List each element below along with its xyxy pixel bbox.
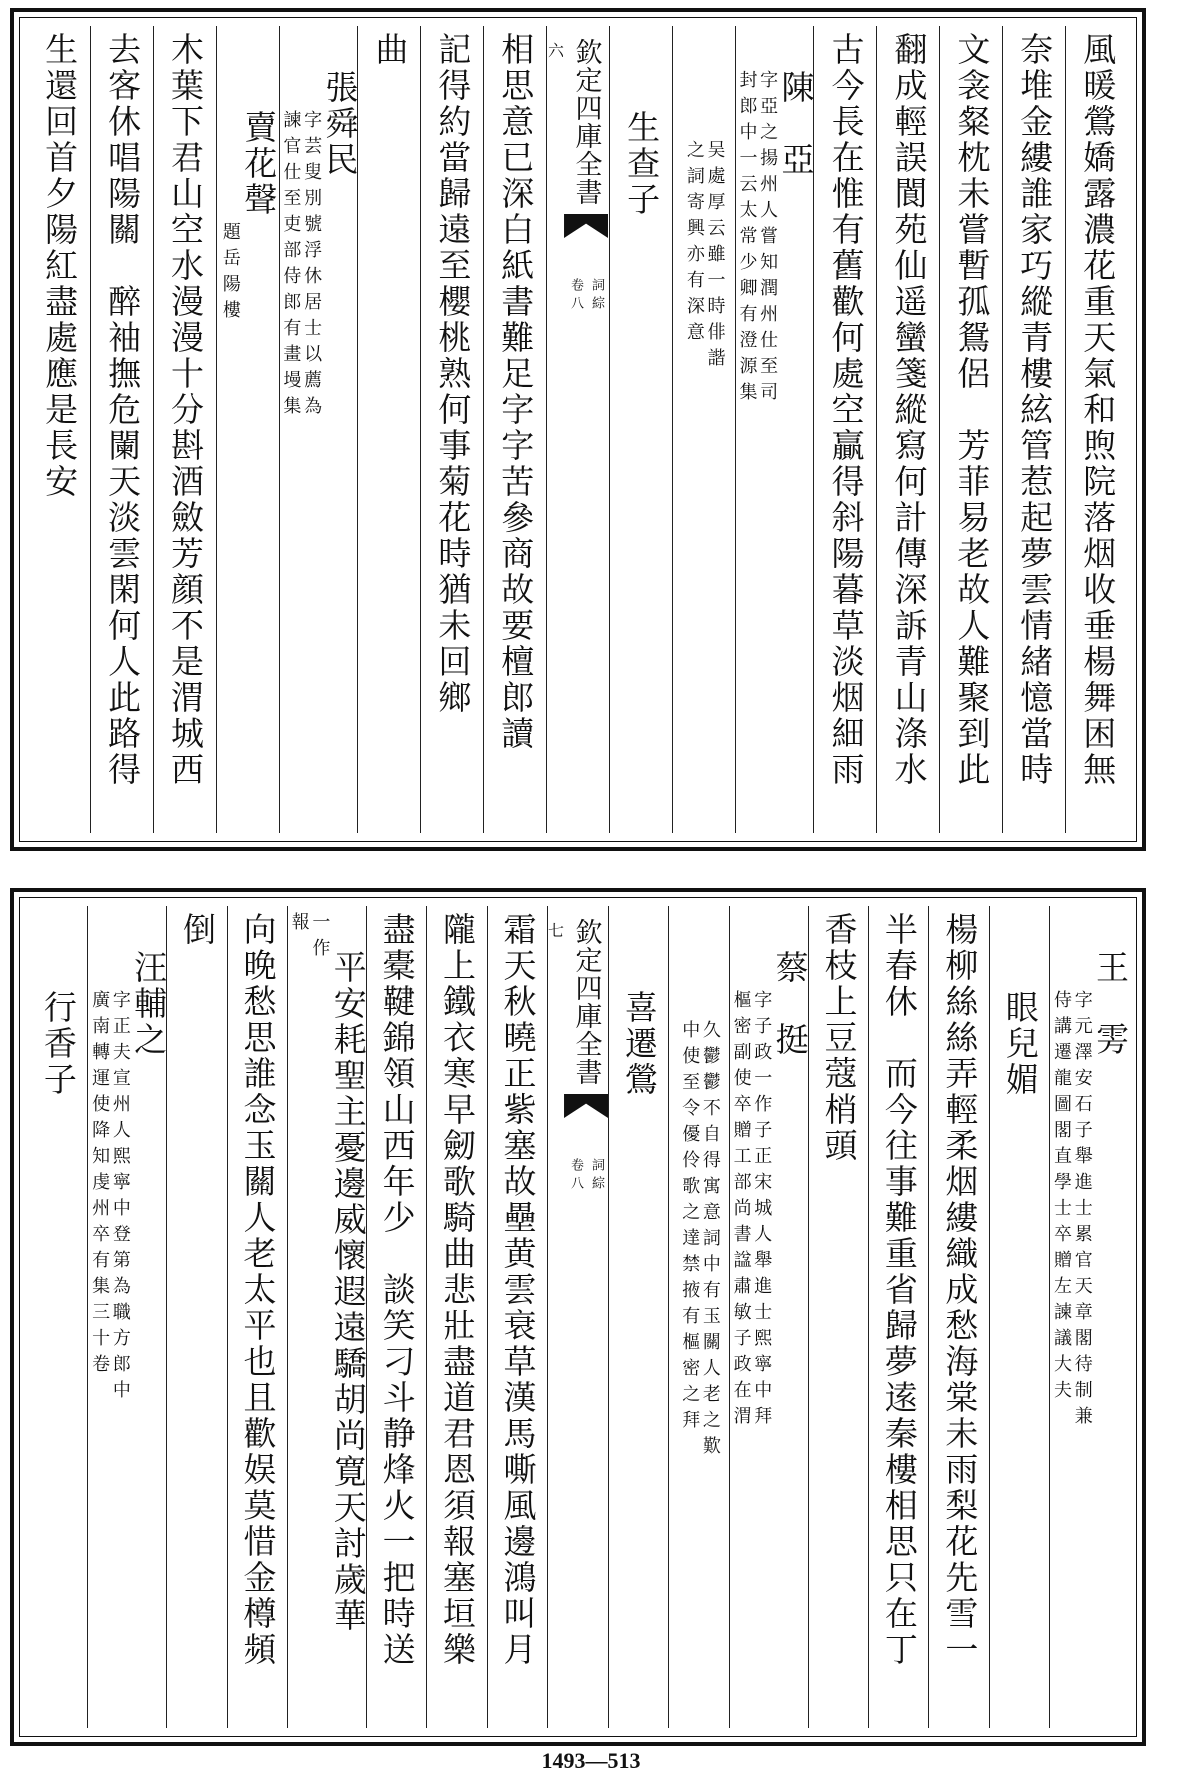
author-note: 侍講遷龍圖閣直學士卒贈左諫議大夫: [1051, 990, 1073, 1406]
tune-title: [608, 906, 668, 1728]
poem-line: [28, 26, 90, 833]
poem-line: [420, 26, 483, 833]
author-note: 吴處厚云雖一時俳諧: [704, 140, 726, 374]
poem-line-text: 香枝上豆蔻梢頭: [819, 912, 859, 1164]
poem-line-text: 文衾粲枕未嘗暫孤鴛侶 芳菲易老故人難聚到此: [952, 32, 992, 788]
poem-line: [227, 906, 287, 1728]
poem-line-text: 盡橐鞬錦領山西年少 談笑刁斗静烽火一把時送: [377, 912, 417, 1668]
poem-line: [90, 26, 153, 833]
author-note: 字芸叟別號浮休居士以薦為: [301, 110, 323, 422]
author-note: 久鬱鬱不自得寓意詞中有玉關人老之歎: [699, 1020, 721, 1462]
book-title: 欽定四庫全書: [570, 918, 602, 1086]
tune-title-text: 行香子: [38, 990, 78, 1098]
poem-line: [928, 906, 988, 1728]
poem-line-text: 向晚愁思誰念玉關人老太平也且歡娱莫惜金樽頻: [238, 912, 278, 1668]
variant-note: 報: [288, 912, 310, 938]
poem-line: [1002, 26, 1065, 833]
author-note: 廣南轉運使降知虔州卒有集三十卷: [89, 990, 111, 1380]
poem-line-text: 霜天秋曉正紫塞故壘黄雲衰草漢馬嘶風邊鴻叫月: [498, 912, 538, 1668]
fishtail-mark-icon: [564, 1094, 608, 1118]
lower-page: [10, 888, 1146, 1746]
poem-line-text: 倒: [178, 912, 218, 948]
tune-title: [216, 26, 279, 833]
center-fold-content: [564, 32, 608, 314]
poem-line-text: 奈堆金縷誰家巧縱青樓絃管惹起夢雲情緒憶當時: [1015, 32, 1055, 788]
author-name: 陳 亞: [776, 70, 816, 178]
poem-line: [876, 26, 939, 833]
variant-note: 一作: [309, 912, 331, 964]
poem-line: [153, 26, 216, 833]
tune-title-text: 眼兒媚: [1000, 990, 1040, 1098]
upper-page: [10, 8, 1146, 851]
author-name: 張舜民: [320, 70, 360, 178]
poem-line: [166, 906, 226, 1728]
poem-line: [808, 906, 868, 1728]
volume-label-line: 卷八: [568, 278, 584, 314]
author-note: 字亞之揚州人嘗知潤州仕至司: [757, 70, 779, 408]
poem-line-text: 記得約當歸遠至櫻桃熟何事菊花時猶未回鄉: [433, 32, 473, 716]
volume-label-line: 詞綜: [589, 1158, 605, 1194]
page-number: 1493—513: [541, 1748, 641, 1773]
tune-title-text: 生查子: [622, 110, 662, 218]
poem-line-text: 木葉下君山空水漫漫十分斟酒斂芳顔不是渭城西: [165, 32, 205, 788]
volume-label-line: 詞綜: [589, 278, 605, 314]
author-note: 之詞寄興亦有深意: [683, 140, 705, 348]
author-entry: [279, 26, 358, 833]
poem-line-text: 半春休 而今往事難重省歸夢逺秦樓相思只在丁: [879, 912, 919, 1668]
author-note: 字元澤安石子舉進士累官天章閣待制兼: [1071, 990, 1093, 1432]
note-column: [672, 26, 735, 833]
poem-line: [287, 906, 366, 1728]
poem-line: [357, 26, 420, 833]
volume-label-line: 卷八: [568, 1158, 584, 1194]
poem-line: [939, 26, 1002, 833]
center-fold-content: [564, 912, 608, 1194]
leaf-number: 七: [548, 921, 565, 940]
author-entry: [735, 26, 814, 833]
tune-title-text: 賣花聲: [239, 110, 279, 218]
poem-line-text: 生還回首夕陽紅盡處應是長安: [40, 32, 80, 500]
poem-line-text: 隴上鐵衣寒早劒歌騎曲悲壯盡道君恩須報塞垣樂: [438, 912, 477, 1668]
author-entry: [729, 906, 808, 1728]
tune-subtitle: 題岳陽樓: [219, 222, 241, 326]
poem-line: [483, 26, 546, 833]
author-note: 字正夫宣州人熙寧中登第為職方郎中: [109, 990, 131, 1406]
center-fold: [546, 26, 609, 833]
fishtail-mark-icon: [564, 214, 608, 238]
tune-title-text: 喜遷鶯: [619, 990, 659, 1098]
leaf-number: 六: [548, 41, 565, 60]
author-note: 中使至令優伶歌之達禁掖有樞密之拜: [679, 1020, 701, 1436]
author-entry: [1049, 906, 1128, 1728]
lower-page-columns: [28, 906, 1128, 1728]
poem-line: [487, 906, 547, 1728]
tune-title: [609, 26, 672, 833]
tune-title: [28, 906, 87, 1728]
author-name: 蔡 挺: [770, 950, 810, 1058]
book-title: 欽定四庫全書: [570, 38, 602, 206]
author-name: 王 雱: [1091, 950, 1130, 1058]
poem-line-text: 翻成輕誤閬苑仙遥蠻箋縱寫何計傳深訴青山涤水: [889, 32, 929, 788]
poem-line: [366, 906, 426, 1728]
poem-line: [426, 906, 486, 1728]
volume-label: [566, 278, 606, 314]
poem-line-text: 楊柳絲絲弄輕柔烟縷織成愁海棠未雨梨花先雪一: [940, 912, 980, 1668]
poem-line-text: 去客休唱陽關 醉袖撫危闌天淡雲閑何人此路得: [103, 32, 143, 788]
volume-label: [566, 1158, 606, 1194]
poem-line: [813, 26, 876, 833]
author-note: 樞密副使卒贈工部尚書諡肅敏子政在渭: [730, 990, 752, 1432]
note-column: [668, 906, 728, 1728]
author-entry: [87, 906, 169, 1728]
author-name: 汪輔之: [129, 950, 169, 1058]
poem-line: [1065, 26, 1128, 833]
poem-line-text: 平安耗聖主憂邊威懷遐遠驕胡尚寛天討歲華: [328, 950, 368, 1634]
poem-line-text: 古今長在惟有舊歡何處空贏得斜陽暮草淡烟細雨: [826, 32, 866, 788]
center-fold: [547, 906, 608, 1728]
author-note: 字子政一作子正宋城人舉進士熙寧中拜: [751, 990, 773, 1432]
poem-line: [868, 906, 928, 1728]
poem-line-text: 相思意已深白紙書難足字字苦參商故要檀郎讀: [496, 32, 536, 752]
author-note: 諫官仕至吏部侍郎有畫墁集: [280, 110, 302, 422]
upper-page-columns: [28, 26, 1128, 833]
poem-line-text: 曲: [370, 32, 410, 68]
tune-title: [989, 906, 1049, 1728]
author-note: 封郎中一云太常少卿有澄源集: [736, 70, 758, 408]
poem-line-text: 風暖鶯嬌露濃花重天氣和煦院落烟收垂楊舞困無: [1078, 32, 1118, 788]
